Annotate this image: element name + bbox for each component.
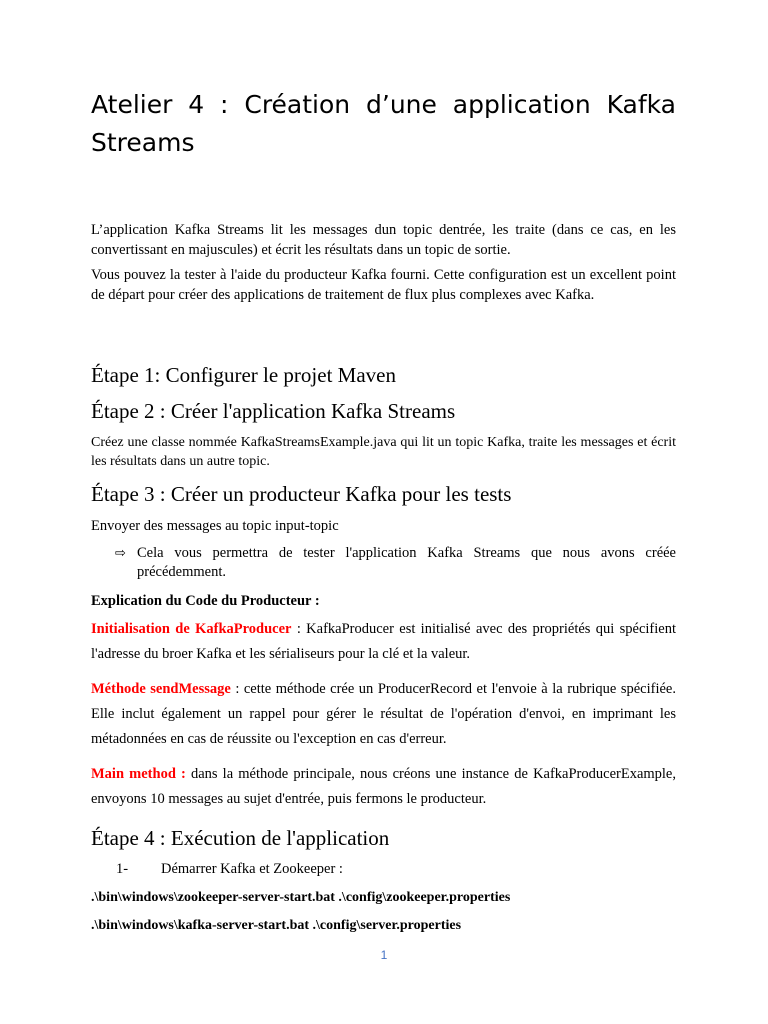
page-number: 1 [380,948,388,962]
command-kafka: .\bin\windows\kafka-server-start.bat .\config\server.properties [91,918,462,933]
intro-paragraph-2: Vous pouvez la tester à l'aide du producteur Kafka fourni. Cette configuration est un excellent point de départ pour créer des applications de traitement de flux plus complexes avec Kafka. [91,267,676,303]
step-2-heading: Étape 2 : Créer l'application Kafka Streams [91,399,456,423]
step-4-item [116,861,343,878]
init-text: : KafkaProducer est initialisé avec des propriétés qui spécifient l'adresse du broer Kafka et les sérialiseurs pour la clé et la valeur. [91,621,676,662]
arrow-bullet-icon: ⇨ [115,546,126,561]
step-4-item-number: 1- [116,861,129,877]
init-label: Initialisation de KafkaProducer [91,621,292,637]
command-zookeeper: .\bin\windows\zookeeper-server-start.bat .\config\zookeeper.properties [91,890,511,905]
explication-title: Explication du Code du Producteur : [91,593,320,609]
step-4-item-text: Démarrer Kafka et Zookeeper : [161,861,343,877]
document-title [91,86,676,162]
send-label: Méthode sendMessage [91,681,231,697]
title-line-2: Streams [91,128,195,157]
intro-paragraph-1: L’application Kafka Streams lit les messages dun topic dentrée, les traite (dans ce cas, en les convertissant en majuscules) et écrit les résultats dans un topic de sortie. [91,222,676,258]
title-line-1: Atelier 4 : Création d’une application Kafka [91,90,676,119]
step-4-heading: Étape 4 : Exécution de l'application [91,826,390,850]
main-label: Main method : [91,766,186,782]
step-3-heading: Étape 3 : Créer un producteur Kafka pour les tests [91,482,512,506]
send-paragraph [91,677,676,752]
step-3-bullet-text: Cela vous permettra de tester l'application Kafka Streams que nous avons créée précédemment. [137,545,676,580]
step-3-text: Envoyer des messages au topic input-topic [91,518,339,534]
main-paragraph [91,762,676,812]
init-paragraph [91,617,676,667]
step-3-bullet [115,544,676,582]
step-2-text: Créez une classe nommée KafkaStreamsExample.java qui lit un topic Kafka, traite les messages et écrit les résultats dans un autre topic. [91,435,676,469]
send-text: : cette méthode crée un ProducerRecord et l'envoie à la rubrique spécifiée. Elle inclut également un rappel pour gérer le résultat de l'opération d'envoi, en imprimant les métadonnées en cas de réussite ou l'exception en cas d'erreur. [91,681,676,747]
main-text: dans la méthode principale, nous créons une instance de KafkaProducerExample, envoyons 10 messages au sujet d'entrée, puis fermons le producteur. [91,766,676,807]
step-1-heading: Étape 1: Configurer le projet Maven [91,363,396,387]
